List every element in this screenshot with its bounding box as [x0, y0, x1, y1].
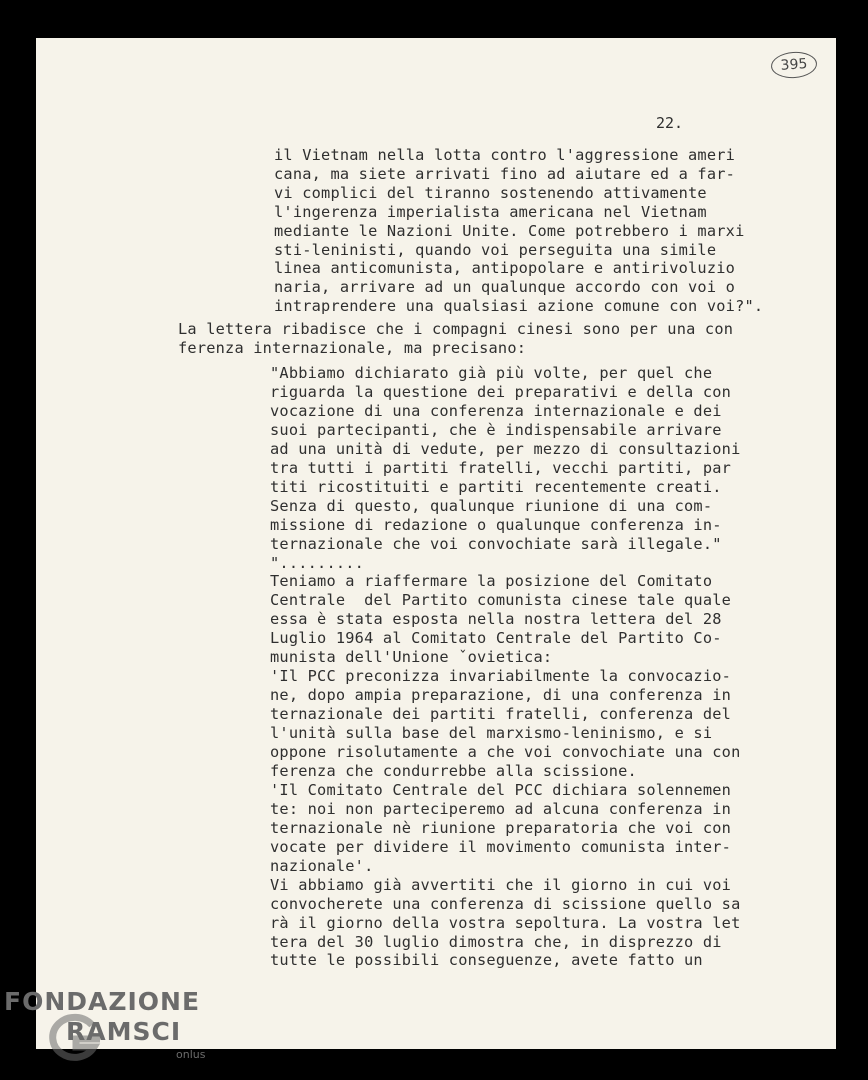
archive-number-stamp: 395 [770, 50, 818, 79]
text-line: ternazionale che voi convochiate sarà illegale." [270, 534, 722, 553]
text-line: te: noi non parteciperemo ad alcuna conferenza in [270, 799, 732, 818]
watermark-line-1: FONDAZIONE [4, 987, 201, 1016]
text-line: Teniamo a riaffermare la posizione del Comitato [270, 572, 713, 591]
text-line: il Vietnam nella lotta contro l'aggressione ameri [274, 146, 736, 164]
text-line: essa è stata esposta nella nostra lettera del 28 [270, 610, 722, 629]
text-line: l'unità sulla base del marxismo-leninismo, e si [270, 724, 713, 743]
text-line: ad una unità di vedute, per mezzo di consultazioni [270, 439, 741, 458]
text-line: tera del 30 luglio dimostra che, in disprezzo di [270, 932, 722, 951]
text-line: vocate per dividere il movimento comunista inter- [270, 837, 732, 856]
text-line: Senza di questo, qualunque riunione di una com- [270, 496, 713, 515]
text-line: linea anticomunista, antipopolare e antirivoluzio [274, 259, 736, 278]
text-line: Luglio 1964 al Comitato Centrale del Partito Co- [270, 629, 722, 648]
text-line: 'Il PCC preconizza invariabilmente la convocazio- [270, 667, 732, 686]
text-line: nazionale'. [270, 856, 374, 875]
text-line: vi complici del tiranno sostenendo attivamente [274, 183, 707, 202]
text-line: ternazionale nè riunione preparatoria che voi con [270, 818, 732, 837]
text-line: Vi abbiamo già avvertiti che il giorno in cui voi [270, 875, 732, 894]
text-line: vocazione di una conferenza internazionale e dei [270, 401, 722, 420]
text-line: cana, ma siete arrivati fino ad aiutare ed a far- [274, 164, 736, 183]
text-line: convocherete una conferenza di scissione quello sa [270, 894, 741, 913]
text-line: "......... [270, 553, 365, 572]
text-line: "Abbiamo dichiarato già più volte, per quel che [270, 364, 713, 382]
text-line: sti-leninisti, quando voi perseguita una simile [274, 240, 717, 259]
text-line: ne, dopo ampia preparazione, di una conferenza in [270, 686, 732, 705]
text-line: ferenza che condurrebbe alla scissione. [270, 761, 637, 780]
page-number: 22. [656, 114, 684, 132]
text-line: munista dell'Unione ˇovietica: [270, 648, 553, 667]
text-line: Centrale del Partito comunista cinese tale quale [270, 591, 732, 610]
text-line: suoi partecipanti, che è indispensabile arrivare [270, 420, 722, 439]
text-line: 'Il Comitato Centrale del PCC dichiara solennemen [270, 780, 732, 799]
text-line: riguarda la questione dei preparativi e della con [270, 382, 732, 401]
text-line: ternazionale dei partiti fratelli, conferenza del [270, 705, 732, 724]
fondazione-gramsci-watermark [4, 987, 234, 1067]
text-line: l'ingerenza imperialista americana nel Vietnam [274, 202, 707, 221]
text-line: La lettera ribadisce che i compagni cinesi sono per una con [178, 320, 734, 338]
text-line: rà il giorno della vostra sepoltura. La vostra let [270, 913, 741, 932]
text-line: oppone risolutamente a che voi convochiate una con [270, 743, 741, 761]
text-line: titi ricostituiti e partiti recentemente creati. [270, 477, 722, 496]
watermark-line-2: RAMSCI [66, 1017, 182, 1046]
text-line: tutte le possibili conseguenze, avete fatto un [270, 951, 703, 970]
text-line: mediante le Nazioni Unite. Come potrebbero i marxi [274, 221, 745, 240]
text-line: intraprendere una qualsiasi azione comune con voi?". [274, 297, 764, 316]
text-line: naria, arrivare ad un qualunque accordo con voi o [274, 278, 736, 297]
text-line: tra tutti i partiti fratelli, vecchi partiti, par [270, 458, 732, 477]
watermark-tagline: onlus [176, 1048, 206, 1061]
text-line: ferenza internazionale, ma precisano: [178, 339, 527, 357]
text-line: missione di redazione o qualunque conferenza in- [270, 515, 722, 534]
